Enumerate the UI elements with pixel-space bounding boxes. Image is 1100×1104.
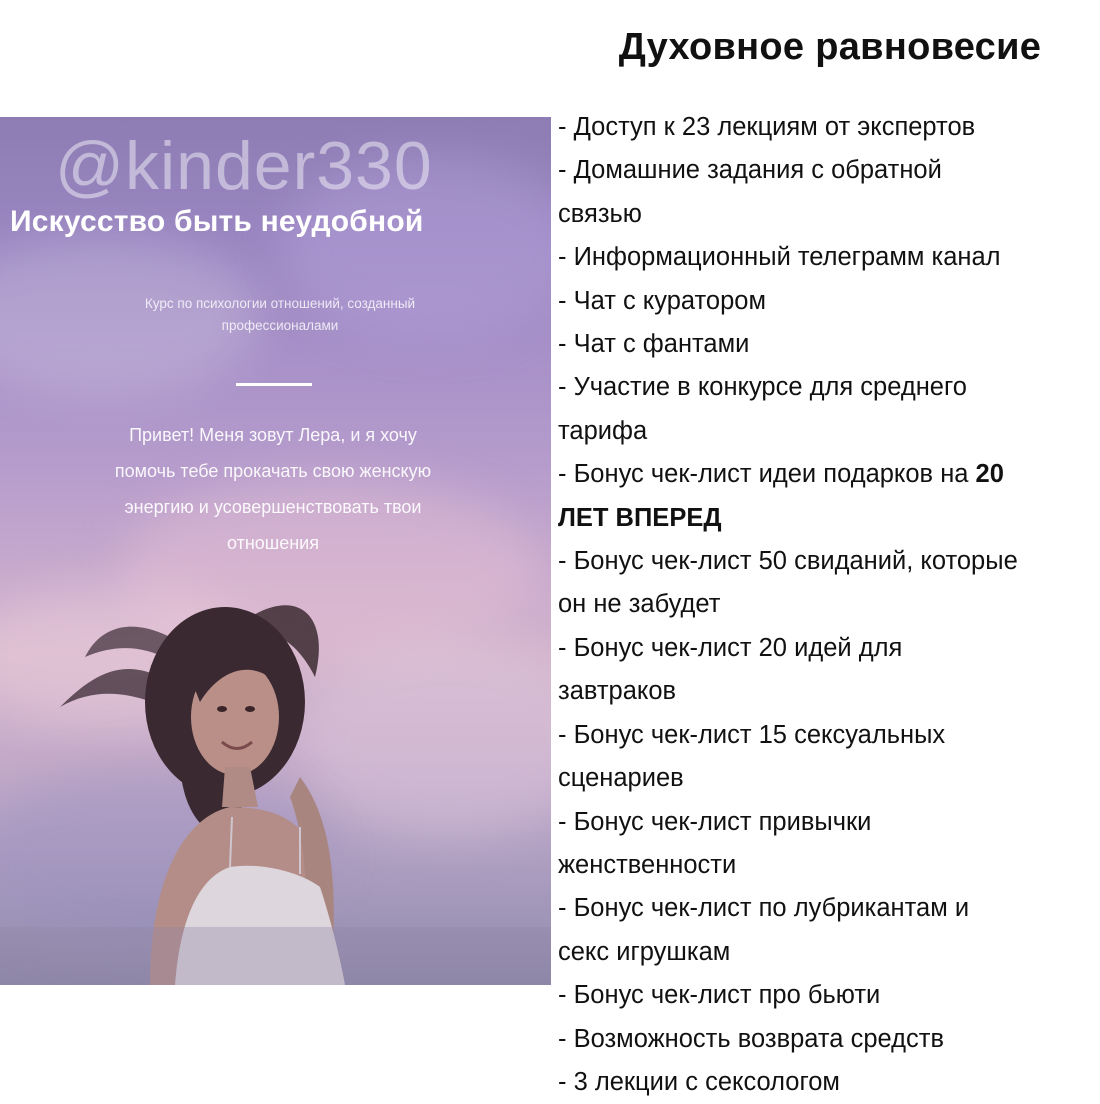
feature-line: - Информационный телеграмм канал <box>558 243 1001 272</box>
poster-title: Искусство быть неудобной <box>10 205 424 238</box>
poster-subtitle <box>80 293 480 337</box>
feature-line: - Доступ к 23 лекциям от экспертов <box>558 113 976 141</box>
poster-subtitle-line: Курс по психологии отношений, созданный <box>144 296 416 311</box>
poster-divider <box>236 383 312 386</box>
feature-line <box>558 453 1100 496</box>
feature-line: сценариев <box>558 764 684 793</box>
feature-line: - Бонус чек-лист про бьюти <box>558 981 881 1010</box>
feature-line: - Бонус чек-лист привычки <box>558 807 872 836</box>
course-poster-image <box>0 117 551 985</box>
page-title: Духовное равновесие <box>618 26 1042 68</box>
feature-line-emphasis: ЛЕТ ВПЕРЕД <box>558 503 722 532</box>
feature-line: - Домашние задания с обратной <box>558 156 942 185</box>
feature-line: - Бонус чек-лист 20 идей для <box>558 633 903 662</box>
feature-line: завтраков <box>558 677 677 706</box>
feature-line: - Бонус чек-лист по лубрикантам и <box>558 894 970 923</box>
poster-greeting <box>48 417 498 561</box>
feature-line: - Участие в конкурсе для среднего <box>558 373 967 402</box>
feature-line: - Бонус чек-лист 15 сексуальных <box>558 720 946 749</box>
feature-line: женственности <box>558 850 737 879</box>
watermark-text: @kinder330 <box>55 128 433 204</box>
feature-line: - 3 лекции с сексологом <box>558 1067 840 1096</box>
poster-greeting-line: помочь тебе прокачать свою женскую <box>114 461 432 481</box>
feature-line-emphasis: 20 <box>975 460 1004 489</box>
feature-line: - Бонус чек-лист 50 свиданий, которые <box>558 547 1018 576</box>
feature-line: секс игрушкам <box>558 937 731 966</box>
feature-line-text: - Бонус чек-лист идеи подарков на <box>558 460 976 489</box>
feature-line: - Чат с куратором <box>558 286 766 315</box>
feature-line: он не забудет <box>558 590 721 619</box>
feature-line: тарифа <box>558 416 648 445</box>
tariff-feature-list <box>558 106 1100 1104</box>
poster-greeting-line: отношения <box>226 533 319 553</box>
feature-line: - Возможность возврата средств <box>558 1024 944 1053</box>
poster-greeting-line: Привет! Меня зовут Лера, и я хочу <box>129 425 417 445</box>
poster-subtitle-line: профессионалами <box>221 318 339 333</box>
feature-line: - Чат с фантами <box>558 330 750 359</box>
poster-greeting-line: энергию и усовершенствовать твои <box>124 497 422 517</box>
feature-line: связью <box>558 199 642 228</box>
feature-line <box>558 497 1100 540</box>
